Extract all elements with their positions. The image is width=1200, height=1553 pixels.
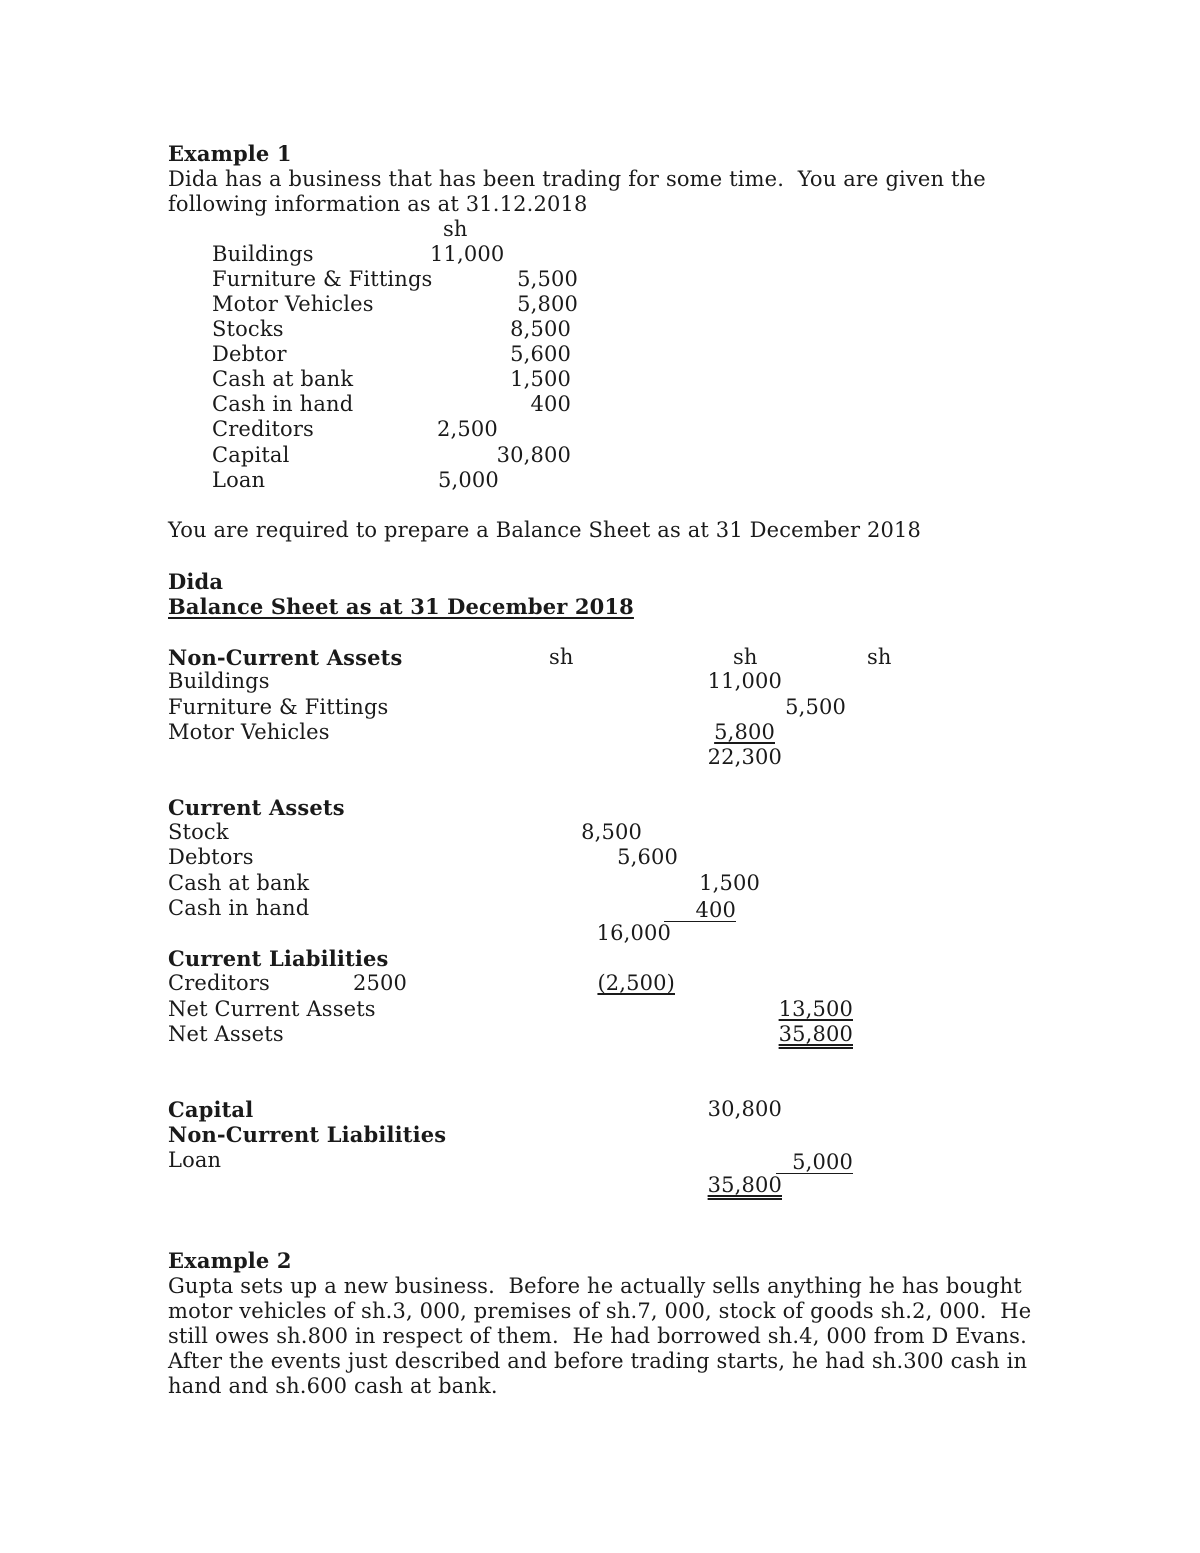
stock-value: 8,500 bbox=[581, 820, 642, 844]
column-header-sh: sh bbox=[549, 645, 574, 669]
example2-line: After the events just described and before trading starts, he had sh.300 cash in bbox=[168, 1349, 1028, 1373]
net-assets-value: 35,800 bbox=[778, 1022, 853, 1046]
creditors-note: 2500 bbox=[353, 971, 408, 995]
item-label: Buildings bbox=[212, 242, 314, 266]
financing-total: 35,800 bbox=[707, 1173, 782, 1197]
non-current-assets-total: 22,300 bbox=[707, 745, 782, 769]
item-value: 2,500 bbox=[437, 417, 498, 441]
debtors-label: Debtors bbox=[168, 845, 254, 869]
item-value: 1,500 bbox=[510, 367, 571, 391]
buildings-value: 11,000 bbox=[707, 669, 782, 693]
example1-intro-line2: following information as at 31.12.2018 bbox=[168, 192, 588, 216]
example1-currency-header: sh bbox=[443, 217, 468, 241]
vehicles-value: 5,800 bbox=[714, 720, 775, 744]
item-value: 5,800 bbox=[517, 292, 578, 316]
item-label: Capital bbox=[212, 443, 290, 467]
capital-value: 30,800 bbox=[707, 1097, 782, 1121]
vehicles-label: Motor Vehicles bbox=[168, 720, 330, 744]
loan-label: Loan bbox=[168, 1148, 222, 1172]
column-header-sh: sh bbox=[733, 645, 758, 669]
current-assets-heading: Current Assets bbox=[168, 795, 345, 820]
debtors-value: 5,600 bbox=[617, 845, 678, 869]
item-value: 30,800 bbox=[496, 443, 571, 467]
example2-line: still owes sh.800 in respect of them. He had borrowed sh.4, 000 from D Evans. bbox=[168, 1324, 1027, 1348]
item-label: Furniture & Fittings bbox=[212, 267, 433, 291]
capital-label: Capital bbox=[168, 1097, 254, 1122]
item-value: 5,000 bbox=[438, 468, 499, 492]
example1-requirement: You are required to prepare a Balance Sheet as at 31 December 2018 bbox=[168, 518, 922, 542]
net-current-assets-label: Net Current Assets bbox=[168, 997, 376, 1021]
item-label: Cash at bank bbox=[212, 367, 354, 391]
item-label: Debtor bbox=[212, 342, 287, 366]
current-liabilities-heading: Current Liabilities bbox=[168, 946, 389, 971]
buildings-label: Buildings bbox=[168, 669, 270, 693]
creditors-value: (2,500) bbox=[597, 971, 675, 995]
example2-heading: Example 2 bbox=[168, 1248, 292, 1273]
column-header-sh: sh bbox=[867, 645, 892, 669]
net-current-assets-value: 13,500 bbox=[778, 997, 853, 1021]
loan-value: 5,000 bbox=[776, 1148, 853, 1174]
balance-sheet-title: Balance Sheet as at 31 December 2018 bbox=[168, 594, 634, 619]
cash-in-hand-label: Cash in hand bbox=[168, 896, 310, 920]
furniture-label: Furniture & Fittings bbox=[168, 695, 389, 719]
item-label: Loan bbox=[212, 468, 266, 492]
net-assets-label: Net Assets bbox=[168, 1022, 284, 1046]
balance-sheet-entity: Dida bbox=[168, 569, 224, 594]
example1-heading: Example 1 bbox=[168, 141, 292, 166]
non-current-assets-heading: Non-Current Assets bbox=[168, 645, 403, 670]
current-assets-total: 16,000 bbox=[596, 921, 671, 945]
furniture-value: 5,500 bbox=[785, 695, 846, 719]
stock-label: Stock bbox=[168, 820, 229, 844]
item-value: 5,600 bbox=[510, 342, 571, 366]
non-current-liabilities-heading: Non-Current Liabilities bbox=[168, 1122, 447, 1147]
item-label: Stocks bbox=[212, 317, 284, 341]
cash-at-bank-label: Cash at bank bbox=[168, 871, 310, 895]
item-label: Creditors bbox=[212, 417, 314, 441]
item-value: 8,500 bbox=[510, 317, 571, 341]
example2-line: Gupta sets up a new business. Before he actually sells anything he has bought bbox=[168, 1274, 1022, 1298]
creditors-label: Creditors bbox=[168, 971, 270, 995]
item-label: Motor Vehicles bbox=[212, 292, 374, 316]
example2-line: motor vehicles of sh.3, 000, premises of sh.7, 000, stock of goods sh.2, 000. He bbox=[168, 1299, 1032, 1323]
item-value: 11,000 bbox=[430, 242, 505, 266]
item-label: Cash in hand bbox=[212, 392, 354, 416]
cash-at-bank-value: 1,500 bbox=[699, 871, 760, 895]
example2-line: hand and sh.600 cash at bank. bbox=[168, 1374, 498, 1398]
item-value: 400 bbox=[530, 392, 571, 416]
example1-intro-line1: Dida has a business that has been trading for some time. You are given the bbox=[168, 167, 986, 191]
cash-in-hand-value: 400 bbox=[664, 896, 736, 922]
item-value: 5,500 bbox=[517, 267, 578, 291]
